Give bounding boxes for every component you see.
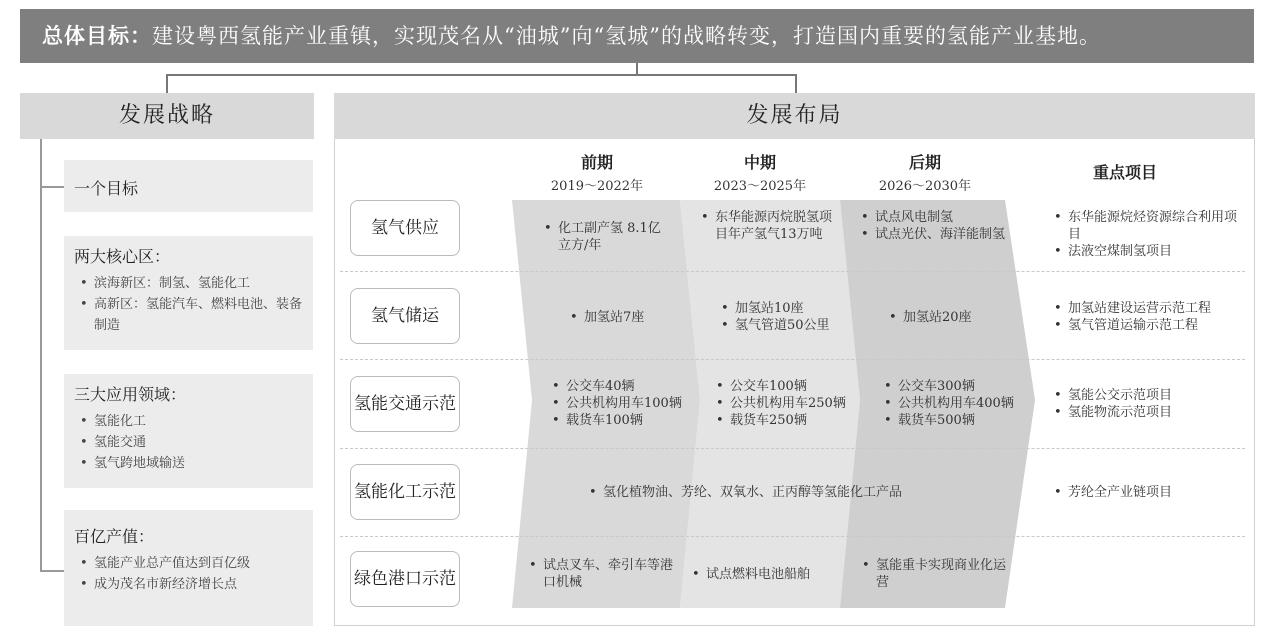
cell-item: • 公交车300辆 bbox=[880, 378, 1045, 395]
phase-name: 后期 bbox=[908, 153, 941, 172]
cell-item: • 载货车100辆 bbox=[548, 412, 713, 429]
phase-years: 2019～2022年 bbox=[550, 179, 644, 194]
cell-item: • 载货车250辆 bbox=[712, 412, 877, 429]
cell-supply-late bbox=[857, 209, 1007, 243]
cell-port-late bbox=[858, 557, 1008, 591]
row-label-hydrogen-supply: 氢气供应 bbox=[350, 200, 460, 256]
cell-storage-mid bbox=[717, 300, 857, 334]
goal-label: 总体目标： bbox=[42, 23, 152, 48]
cell-chemical-key bbox=[1050, 484, 1240, 501]
cell-item: • 东华能源丙烷脱氢项目年产氢气13万吨 bbox=[697, 209, 837, 243]
strategy-header: 发展战略 bbox=[20, 93, 314, 139]
cell-item: • 加氢站20座 bbox=[885, 309, 1005, 326]
strategy-title: 百亿产值： bbox=[74, 527, 155, 546]
cell-item: • 公共机构用车400辆 bbox=[880, 395, 1045, 412]
cell-item: • 加氢站10座 bbox=[717, 300, 857, 317]
cell-port-mid bbox=[688, 566, 838, 583]
strategy-item: • 氢能化工 bbox=[74, 411, 303, 432]
goal-text: 建设粤西氢能产业重镇，实现茂名从“油城”向“氢城”的战略转变，打造国内重要的氢能产业基地。 bbox=[152, 24, 1101, 48]
cell-supply-mid bbox=[697, 209, 837, 243]
strategy-item: • 氢气跨地域输送 bbox=[74, 453, 303, 474]
row-label-storage-transport: 氢气储运 bbox=[350, 288, 460, 344]
cell-item: • 芳纶全产业链项目 bbox=[1050, 484, 1240, 501]
cell-item: • 公交车100辆 bbox=[712, 378, 877, 395]
key-projects-header: 重点项目 bbox=[1092, 163, 1157, 182]
cell-item: • 加氢站7座 bbox=[566, 309, 676, 326]
row-label-green-port: 绿色港口示范 bbox=[350, 551, 460, 607]
cell-item: • 东华能源烷烃资源综合利用项目 bbox=[1050, 209, 1240, 243]
row-divider bbox=[340, 536, 1245, 537]
strategy-item: • 氢能产业总产值达到百亿级 bbox=[74, 553, 303, 574]
phase-head-early bbox=[517, 150, 677, 194]
row-divider bbox=[340, 448, 1245, 449]
phase-years: 2023～2025年 bbox=[713, 179, 807, 194]
cell-item: • 氢能重卡实现商业化运营 bbox=[858, 557, 1008, 591]
cell-item: • 试点燃料电池船舶 bbox=[688, 566, 838, 583]
cell-item: • 载货车500辆 bbox=[880, 412, 1045, 429]
cell-item: • 试点光伏、海洋能制氢 bbox=[857, 226, 1007, 243]
strategy-title: 一个目标 bbox=[74, 179, 139, 198]
row-divider bbox=[340, 271, 1245, 272]
phase-name: 中期 bbox=[743, 153, 776, 172]
row-label-chemical-demo: 氢能化工示范 bbox=[350, 464, 460, 520]
cell-item: • 试点叉车、牵引车等港口机械 bbox=[525, 557, 680, 591]
cell-item: • 法液空煤制氢项目 bbox=[1050, 243, 1240, 260]
cell-item: • 公共机构用车100辆 bbox=[548, 395, 713, 412]
cell-item: • 公共机构用车250辆 bbox=[712, 395, 877, 412]
phase-head-late bbox=[845, 150, 1005, 194]
cell-item: • 氢气管道50公里 bbox=[717, 317, 857, 334]
row-label-transport-demo: 氢能交通示范 bbox=[350, 376, 460, 432]
cell-item: • 化工副产氢 8.1亿立方/年 bbox=[540, 220, 670, 254]
cell-item: • 加氢站建设运营示范工程 bbox=[1050, 300, 1250, 317]
cell-storage-key bbox=[1050, 300, 1250, 334]
cell-item: • 氢化植物油、芳纶、双氧水、正丙醇等氢能化工产品 bbox=[585, 484, 1005, 501]
phase-years: 2026～2030年 bbox=[878, 179, 972, 194]
cell-traffic-early bbox=[548, 378, 713, 429]
strategy-item: • 滨海新区：制氢、氢能化工 bbox=[74, 273, 303, 294]
phase-name: 前期 bbox=[580, 153, 613, 172]
cell-item: • 氢能物流示范项目 bbox=[1050, 404, 1240, 421]
strategy-item: • 高新区：氢能汽车、燃料电池、装备制造 bbox=[74, 294, 303, 336]
cell-item: • 氢气管道运输示范工程 bbox=[1050, 317, 1250, 334]
row-divider bbox=[340, 359, 1245, 360]
strategy-item: • 氢能交通 bbox=[74, 432, 303, 453]
layout-header: 发展布局 bbox=[334, 93, 1255, 139]
strategy-title: 两大核心区： bbox=[74, 247, 171, 266]
cell-supply-key bbox=[1050, 209, 1240, 260]
cell-item: • 氢能公交示范项目 bbox=[1050, 387, 1240, 404]
cell-storage-early bbox=[566, 309, 676, 326]
strategy-item: • 成为茂名市新经济增长点 bbox=[74, 574, 303, 595]
cell-port-early bbox=[525, 557, 680, 591]
phase-head-mid bbox=[680, 150, 840, 194]
cell-storage-late bbox=[885, 309, 1005, 326]
cell-item: • 公交车40辆 bbox=[548, 378, 713, 395]
cell-chemical-span bbox=[585, 484, 1005, 501]
strategy-title: 三大应用领域： bbox=[74, 385, 187, 404]
cell-supply-early bbox=[540, 220, 670, 254]
cell-item: • 试点风电制氢 bbox=[857, 209, 1007, 226]
cell-traffic-key bbox=[1050, 387, 1240, 421]
cell-traffic-late bbox=[880, 378, 1045, 429]
cell-traffic-mid bbox=[712, 378, 877, 429]
